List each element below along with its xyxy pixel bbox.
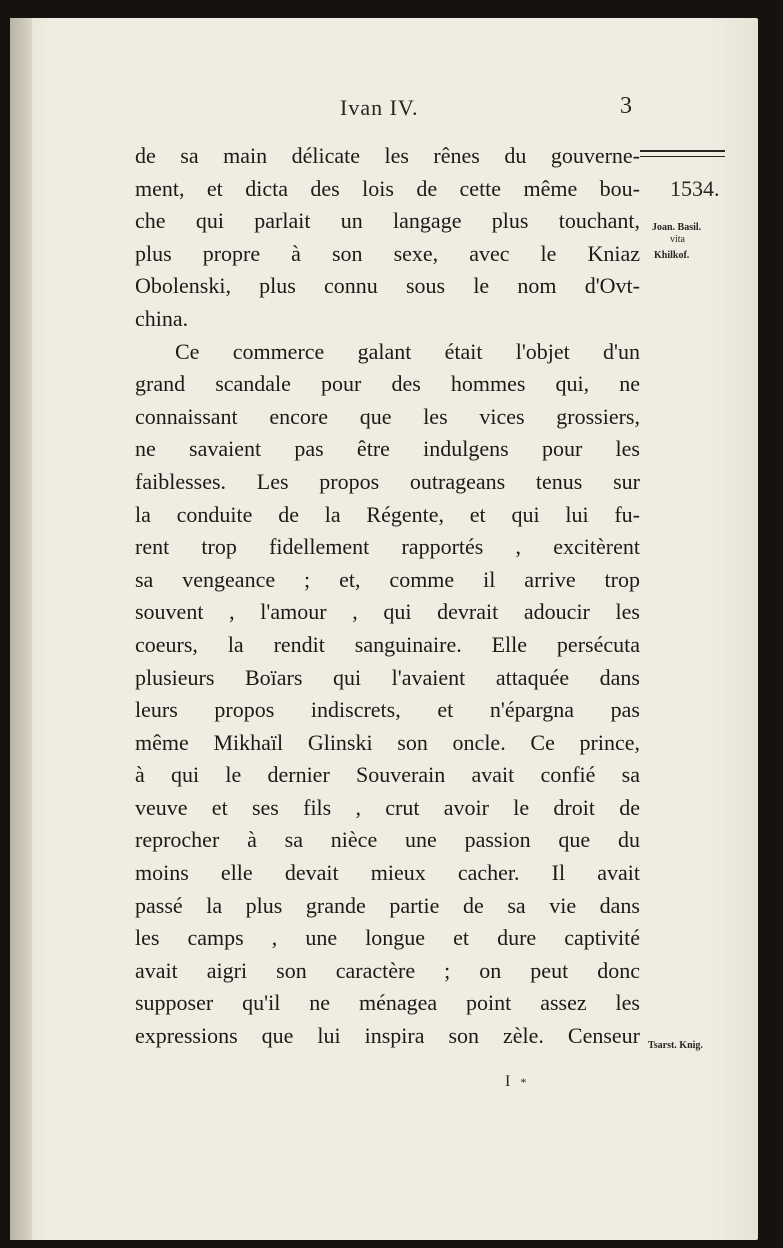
text-line: sa vengeance ; et, comme il arrive trop [135, 566, 640, 592]
text-line: connaissant encore que les vices grossiers, [135, 403, 640, 429]
margin-note-source: Joan. Basil. [652, 222, 702, 233]
text-line: souvent , l'amour , qui devrait adoucir les [135, 599, 640, 625]
text-line: supposer qu'il ne ménagea point assez les [135, 990, 640, 1016]
text-line: coeurs, la rendit sanguinaire. Elle persécuta [135, 631, 640, 657]
printer-signature [505, 1073, 526, 1091]
text-line: che qui parlait un langage plus touchant, [135, 208, 640, 234]
margin-year: 1534. [670, 176, 720, 201]
page-gutter [10, 18, 32, 1240]
text-line: plusieurs Boïars qui l'avaient attaquée dans [135, 664, 640, 690]
text-line: expressions que lui inspira son zèle. Censeur [135, 1023, 640, 1049]
text-line: plus propre à son sexe, avec le Kniaz [135, 240, 640, 266]
text-line: les camps , une longue et dure captivité [135, 925, 640, 951]
text-line: grand scandale pour des hommes qui, ne [135, 371, 640, 397]
text-line: rent trop fidellement rapportés , excitèrent [135, 534, 640, 560]
page-number: 3 [620, 93, 632, 119]
text-line: reprocher à sa nièce une passion que du [135, 827, 640, 853]
text-line: de sa main délicate les rênes du gouverne- [135, 143, 640, 168]
text-line: Ce commerce galant était l'objet d'un [175, 338, 640, 364]
text-line: veuve et ses fils , crut avoir le droit de [135, 794, 640, 820]
text-line: avait aigri son caractère ; on peut donc [135, 957, 640, 983]
text-line: china. [135, 305, 189, 331]
signature-star: * [520, 1075, 527, 1089]
text-line: à qui le dernier Souverain avait confié sa [135, 762, 640, 788]
text-line: moins elle devait mieux cacher. Il avait [135, 860, 640, 886]
text-line: faiblesses. Les propos outrageans tenus sur [135, 468, 640, 494]
text-line: ne savaient pas être indulgens pour les [135, 436, 640, 462]
margin-note-vita: vita [670, 234, 685, 245]
page-header [0, 95, 783, 125]
text-line: la conduite de la Régente, et qui lui fu- [135, 501, 640, 527]
text-line: leurs propos indiscrets, et n'épargna pas [135, 697, 640, 723]
margin-note-reference: Tsarst. Knig. [648, 1040, 703, 1051]
running-title: Ivan IV. [340, 95, 419, 120]
text-line: passé la plus grande partie de sa vie dans [135, 892, 640, 918]
signature-number: I [505, 1073, 511, 1090]
text-line: même Mikhaïl Glinski son oncle. Ce prince, [135, 729, 640, 755]
text-line: Obolenski, plus connu sous le nom d'Ovt- [135, 273, 640, 299]
margin-note-author: Khilkof. [654, 250, 690, 261]
text-line: ment, et dicta des lois de cette même bou- [135, 175, 640, 201]
body-text [135, 140, 640, 1053]
margin-rule [640, 150, 725, 157]
